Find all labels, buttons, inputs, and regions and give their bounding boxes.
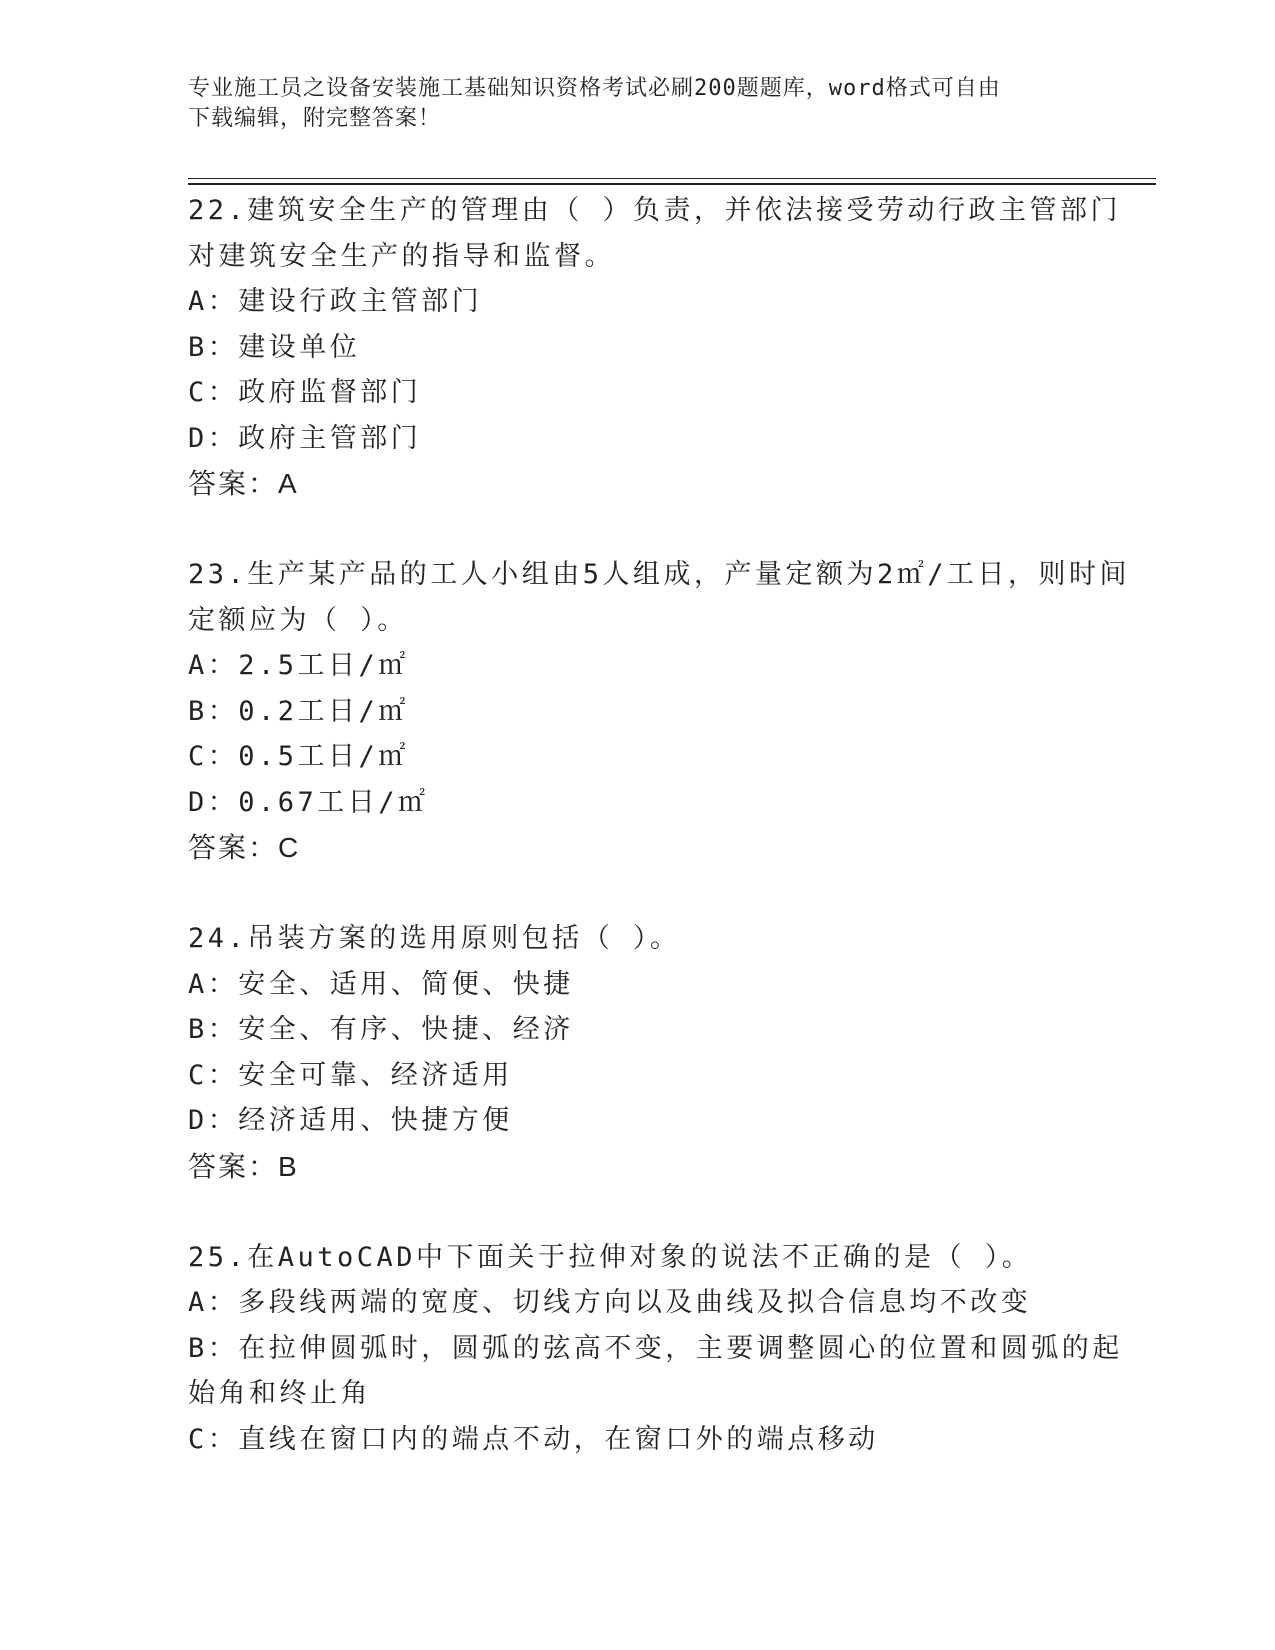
option-item: C：政府监督部门 [188,377,422,408]
option-item: B：0.2工日/㎡ [188,695,409,727]
option-item: D：经济适用、快捷方便 [188,1105,513,1136]
option-item: C：直线在窗口内的端点不动，在窗口外的端点移动 [188,1423,879,1455]
option-item: A：多段线两端的宽度、切线方向以及曲线及拟合信息均不改变 [188,1287,1032,1318]
option-item: D：0.67工日/㎡ [188,786,429,818]
answer-label: 答案：B [188,1150,299,1182]
question-block [188,188,1122,507]
question-stem: 对建筑安全生产的指导和监督。 [188,240,615,272]
option-item: C：0.5工日/㎡ [188,741,409,772]
option-item: A：建设行政主管部门 [188,286,483,317]
option-item: 始角和终止角 [188,1378,371,1409]
document-header [188,74,1068,134]
question-block [188,1235,1123,1463]
answer-label: 答案：C [188,832,301,863]
question-stem: 25.在AutoCAD中下面关于拉伸对象的说法不正确的是（ ）。 [188,1241,1033,1273]
answer-label: 答案：A [188,468,299,499]
header-line-2: 下载编辑，附完整答案！ [188,106,442,131]
question-gap [188,507,1088,553]
header-rule-thick [188,183,1156,185]
question-block [188,916,1088,1189]
option-item: A：2.5工日/㎡ [188,650,409,681]
question-stem: 定额应为（ ）。 [188,604,408,636]
question-stem: 22.建筑安全生产的管理由（ ）负责，并依法接受劳动行政主管部门 [188,195,1122,226]
header-line-1: 专业施工员之设备安装施工基础知识资格考试必刷200题题库，word格式可自由 [188,76,1001,101]
option-item: C：安全可靠、经济适用 [188,1059,513,1091]
question-stem: 23.生产某产品的工人小组由5人组成，产量定额为2㎡/工日，则时间 [188,559,1131,590]
option-item: D：政府主管部门 [188,422,422,454]
option-item: B：安全、有序、快捷、经济 [188,1014,574,1045]
option-item: A：安全、适用、简便、快捷 [188,968,574,1000]
header-rule-thin [188,178,1156,179]
question-gap [188,871,1088,917]
option-item: B：建设单位 [188,331,361,363]
question-list [188,188,1131,1462]
question-stem: 24.吊装方案的选用原则包括（ ）。 [188,923,681,954]
option-item: B：在拉伸圆弧时，圆弧的弦高不变，主要调整圆心的位置和圆弧的起 [188,1332,1123,1364]
question-block [188,552,1131,871]
question-gap [188,1189,1088,1235]
